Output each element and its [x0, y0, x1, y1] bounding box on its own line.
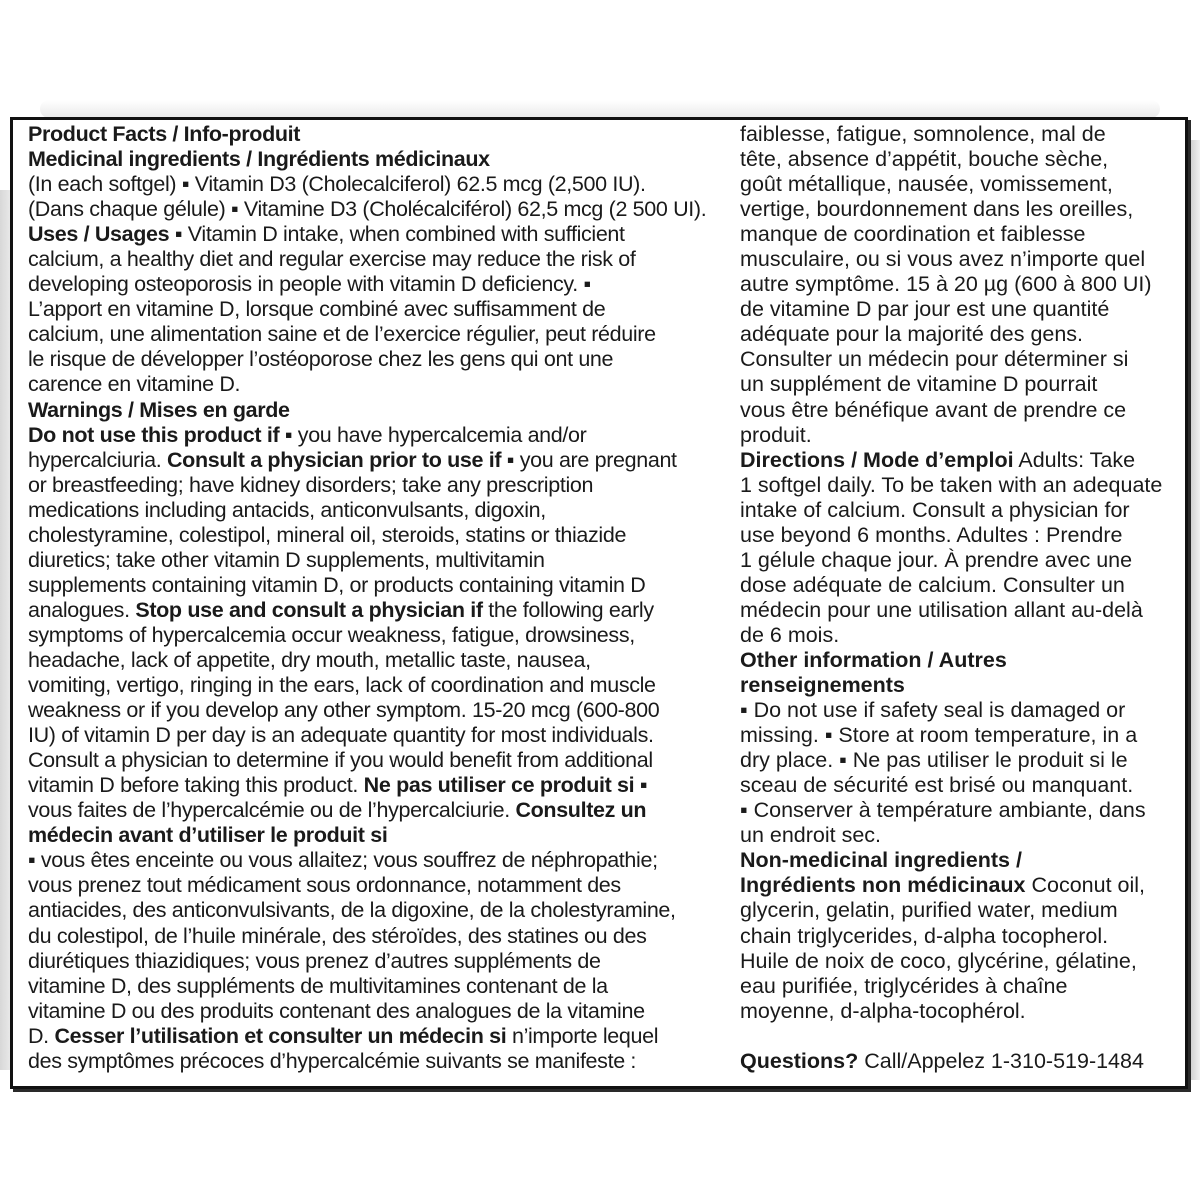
text-line [740, 372, 1180, 397]
text-line [28, 974, 728, 999]
text-line [740, 673, 1180, 698]
body-text: use beyond 6 months. Adultes : Prendre [740, 522, 1123, 547]
bold-heading-text: Medicinal ingredients / Ingrédients médicinaux [28, 147, 490, 172]
text-line [28, 623, 728, 648]
text-line [740, 1024, 1180, 1049]
bold-heading-text: Questions? [740, 1048, 859, 1073]
body-text: moyenne, d-alpha-tocophérol. [740, 998, 1026, 1023]
text-line [28, 673, 728, 698]
text-line [740, 322, 1180, 347]
text-line [740, 924, 1180, 949]
text-line [740, 423, 1180, 448]
text-line [28, 448, 728, 473]
body-text: du colestipol, de l’huile minérale, des stéroïdes, des statines ou des [28, 923, 647, 948]
body-text: vertige, bourdonnement dans les oreilles, [740, 197, 1134, 222]
text-line [28, 423, 728, 448]
body-text: glycerin, gelatin, purified water, medium [740, 898, 1118, 923]
text-line [28, 924, 728, 949]
body-text: autre symptôme. 15 à 20 µg (600 à 800 UI) [740, 272, 1152, 297]
body-text: calcium, a healthy diet and regular exercise may reduce the risk of [28, 247, 636, 272]
body-text: ▪ vous êtes enceinte ou vous allaitez; vous souffrez de néphropathie; [28, 848, 658, 873]
body-text: un supplément de vitamine D pourrait [740, 372, 1098, 397]
body-text: Adults: Take [1013, 447, 1136, 472]
body-text: ▪ you have hypercalcemia and/or [279, 422, 587, 447]
bold-heading-text: renseignements [740, 673, 905, 698]
text-line [740, 297, 1180, 322]
text-line [28, 398, 728, 423]
text-line [740, 949, 1180, 974]
body-text: tête, absence d’appétit, bouche sèche, [740, 147, 1109, 172]
text-line [28, 473, 728, 498]
body-text: faiblesse, fatigue, somnolence, mal de [740, 122, 1106, 146]
body-text: le risque de développer l’ostéoporose chez les gens qui ont une [28, 347, 614, 372]
body-text: medications including antacids, anticonvulsants, digoxin, [28, 497, 546, 522]
body-text: ▪ Conserver à température ambiante, dans [740, 798, 1146, 823]
body-text: vitamin D before taking this product. [28, 773, 364, 798]
body-text: ▪ you are pregnant [501, 447, 677, 472]
text-line [740, 974, 1180, 999]
body-text: ▪ [634, 773, 648, 798]
text-line [28, 347, 728, 372]
bold-heading-text: Non-medicinal ingredients / [740, 848, 1022, 873]
text-line [740, 873, 1180, 898]
text-line [740, 999, 1180, 1024]
text-line [28, 823, 728, 848]
body-text: symptoms of hypercalcemia occur weakness, fatigue, drowsiness, [28, 622, 635, 647]
bold-heading-text: Ne pas utiliser ce produit si [363, 773, 635, 798]
text-line [740, 548, 1180, 573]
body-text: IU) of vitamin D per day is an adequate quantity for most individuals. [28, 723, 654, 748]
body-text: calcium, une alimentation saine et de l’exercice régulier, peut réduire [28, 322, 656, 347]
body-text: headache, lack of appetite, dry mouth, metallic taste, nausea, [28, 647, 591, 672]
bold-heading-text: Ingrédients non médicinaux [740, 873, 1026, 898]
text-line [740, 848, 1180, 873]
text-line [740, 172, 1180, 197]
body-text: dose adéquate de calcium. Consulter un [740, 572, 1125, 597]
body-text: or breastfeeding; have kidney disorders; take any prescription [28, 472, 594, 497]
text-line [740, 197, 1180, 222]
body-text: eau purifiée, triglycérides à chaîne [740, 973, 1068, 998]
text-line [28, 172, 728, 197]
body-text: carence en vitamine D. [28, 372, 241, 397]
text-line [28, 573, 728, 598]
text-line [28, 548, 728, 573]
body-text: dry place. ▪ Ne pas utiliser le produit si le [740, 748, 1128, 773]
text-line [28, 247, 728, 272]
body-text: vitamine D, des suppléments de multivitamines contenant de la [28, 973, 608, 998]
bold-heading-text: Consultez un [515, 798, 647, 823]
text-line [28, 147, 728, 172]
body-text: 1 softgel daily. To be taken with an adequate [740, 472, 1163, 497]
text-line [740, 573, 1180, 598]
text-line [28, 498, 728, 523]
body-text: médecin pour une utilisation allant au-delà [740, 597, 1143, 622]
background-shadow-right [1190, 140, 1200, 1080]
bold-heading-text: Uses / Usages [28, 222, 170, 247]
body-text: n’importe lequel [506, 1023, 659, 1048]
body-text: D. [28, 1023, 55, 1048]
text-line [28, 523, 728, 548]
body-text: weakness or if you develop any other symptom. 15-20 mcg (600-800 [28, 698, 660, 723]
body-text: de vitamine D par jour est une quantité [740, 297, 1110, 322]
body-text: supplements containing vitamin D, or products containing vitamin D [28, 572, 646, 597]
body-text: musculaire, ou si vous avez n’importe quel [740, 247, 1146, 272]
bold-heading-text: Other information / Autres [740, 647, 1007, 672]
body-text: developing osteoporosis in people with vitamin D deficiency. ▪ [28, 272, 591, 297]
body-text: un endroit sec. [740, 823, 882, 848]
text-line [740, 898, 1180, 923]
body-text: Consult a physician to determine if you would benefit from additional [28, 748, 653, 773]
bold-heading-text: Directions / Mode d’emploi [740, 447, 1014, 472]
text-line [28, 122, 728, 147]
text-line [28, 999, 728, 1024]
text-line [28, 222, 728, 247]
text-line [740, 498, 1180, 523]
text-line [740, 448, 1180, 473]
body-text: ▪ Do not use if safety seal is damaged or [740, 698, 1126, 723]
text-line [28, 848, 728, 873]
text-line [740, 798, 1180, 823]
body-text: Coconut oil, [1025, 873, 1146, 898]
background-shadow-top [40, 100, 1160, 118]
body-text: produit. [740, 422, 812, 447]
text-line [740, 247, 1180, 272]
body-text: intake of calcium. Consult a physician for [740, 497, 1130, 522]
body-text: hypercalciuria. [28, 447, 167, 472]
text-line [28, 598, 728, 623]
body-text: diuretics; take other vitamin D supplements, multivitamin [28, 547, 545, 572]
body-text: diurétiques thiazidiques; vous prenez d’autres suppléments de [28, 948, 601, 973]
text-line [740, 623, 1180, 648]
text-line [740, 748, 1180, 773]
text-line [740, 648, 1180, 673]
text-line [740, 823, 1180, 848]
text-line [740, 473, 1180, 498]
body-text: L’apport en vitamine D, lorsque combiné avec suffisamment de [28, 297, 606, 322]
body-text: the following early [482, 597, 654, 622]
text-line [740, 598, 1180, 623]
body-text: des symptômes précoces d’hypercalcémie suivants se manifeste : [28, 1048, 637, 1073]
body-text: vous être bénéfique avant de prendre ce [740, 397, 1127, 422]
text-line [28, 197, 728, 222]
body-text: (Dans chaque gélule) ▪ Vitamine D3 (Cholécalciférol) 62,5 mcg (2 500 UI). [28, 197, 707, 222]
text-line [740, 222, 1180, 247]
bold-heading-text: médecin avant d’utiliser le produit si [28, 823, 388, 848]
body-text: vitamine D ou des produits contenant des analogues de la vitamine [28, 998, 645, 1023]
bold-heading-text: Stop use and consult a physician if [135, 597, 483, 622]
text-line [740, 147, 1180, 172]
body-text: vous prenez tout médicament sous ordonnance, notamment des [28, 873, 621, 898]
left-column [28, 122, 728, 1074]
text-line [740, 347, 1180, 372]
text-line [28, 748, 728, 773]
text-line [740, 398, 1180, 423]
body-text: cholestyramine, colestipol, mineral oil, steroids, statins or thiazide [28, 522, 627, 547]
body-text: 1 gélule chaque jour. À prendre avec une [740, 547, 1133, 572]
text-line [28, 898, 728, 923]
text-line [28, 1024, 728, 1049]
text-line [28, 372, 728, 397]
text-line [28, 272, 728, 297]
body-text: chain triglycerides, d-alpha tocopherol. [740, 923, 1109, 948]
bold-heading-text: Cesser l’utilisation et consulter un médecin si [54, 1023, 507, 1048]
text-line [28, 723, 728, 748]
text-line [740, 698, 1180, 723]
body-text: ▪ Vitamin D intake, when combined with sufficient [169, 222, 625, 247]
bold-heading-text: Product Facts / Info-produit [28, 122, 301, 146]
body-text: analogues. [28, 597, 136, 622]
body-text: goût métallique, nausée, vomissement, [740, 172, 1113, 197]
bold-heading-text: Warnings / Mises en garde [28, 397, 290, 422]
body-text: de 6 mois. [740, 622, 840, 647]
body-text: manque de coordination et faiblesse [740, 222, 1086, 247]
body-text: vomiting, vertigo, ringing in the ears, lack of coordination and muscle [28, 673, 656, 698]
body-text: adéquate pour la majorité des gens. [740, 322, 1084, 347]
body-text: antiacides, des anticonvulsivants, de la digoxine, de la cholestyramine, [28, 898, 676, 923]
body-text: Huile de noix de coco, glycérine, gélatine, [740, 948, 1137, 973]
bold-heading-text: Do not use this product if [28, 422, 280, 447]
right-column [740, 122, 1180, 1074]
text-line [28, 773, 728, 798]
text-line [740, 723, 1180, 748]
text-line [740, 272, 1180, 297]
bold-heading-text: Consult a physician prior to use if [167, 447, 502, 472]
body-text: missing. ▪ Store at room temperature, in a [740, 723, 1138, 748]
body-text: vous faites de l’hypercalcémie ou de l’hypercalciurie. [28, 798, 516, 823]
text-line [28, 698, 728, 723]
text-line [28, 297, 728, 322]
body-text: Call/Appelez 1-310-519-1484 [858, 1048, 1144, 1073]
body-text: sceau de sécurité est brisé ou manquant. [740, 773, 1134, 798]
text-line [28, 648, 728, 673]
text-line [740, 1049, 1180, 1074]
text-line [28, 322, 728, 347]
text-line [740, 523, 1180, 548]
text-line [740, 122, 1180, 147]
body-text: (In each softgel) ▪ Vitamin D3 (Cholecalciferol) 62.5 mcg (2,500 IU). [28, 172, 646, 197]
text-line [28, 873, 728, 898]
text-line [28, 1049, 728, 1074]
text-line [28, 798, 728, 823]
text-line [740, 773, 1180, 798]
body-text: Consulter un médecin pour déterminer si [740, 347, 1129, 372]
text-line [28, 949, 728, 974]
